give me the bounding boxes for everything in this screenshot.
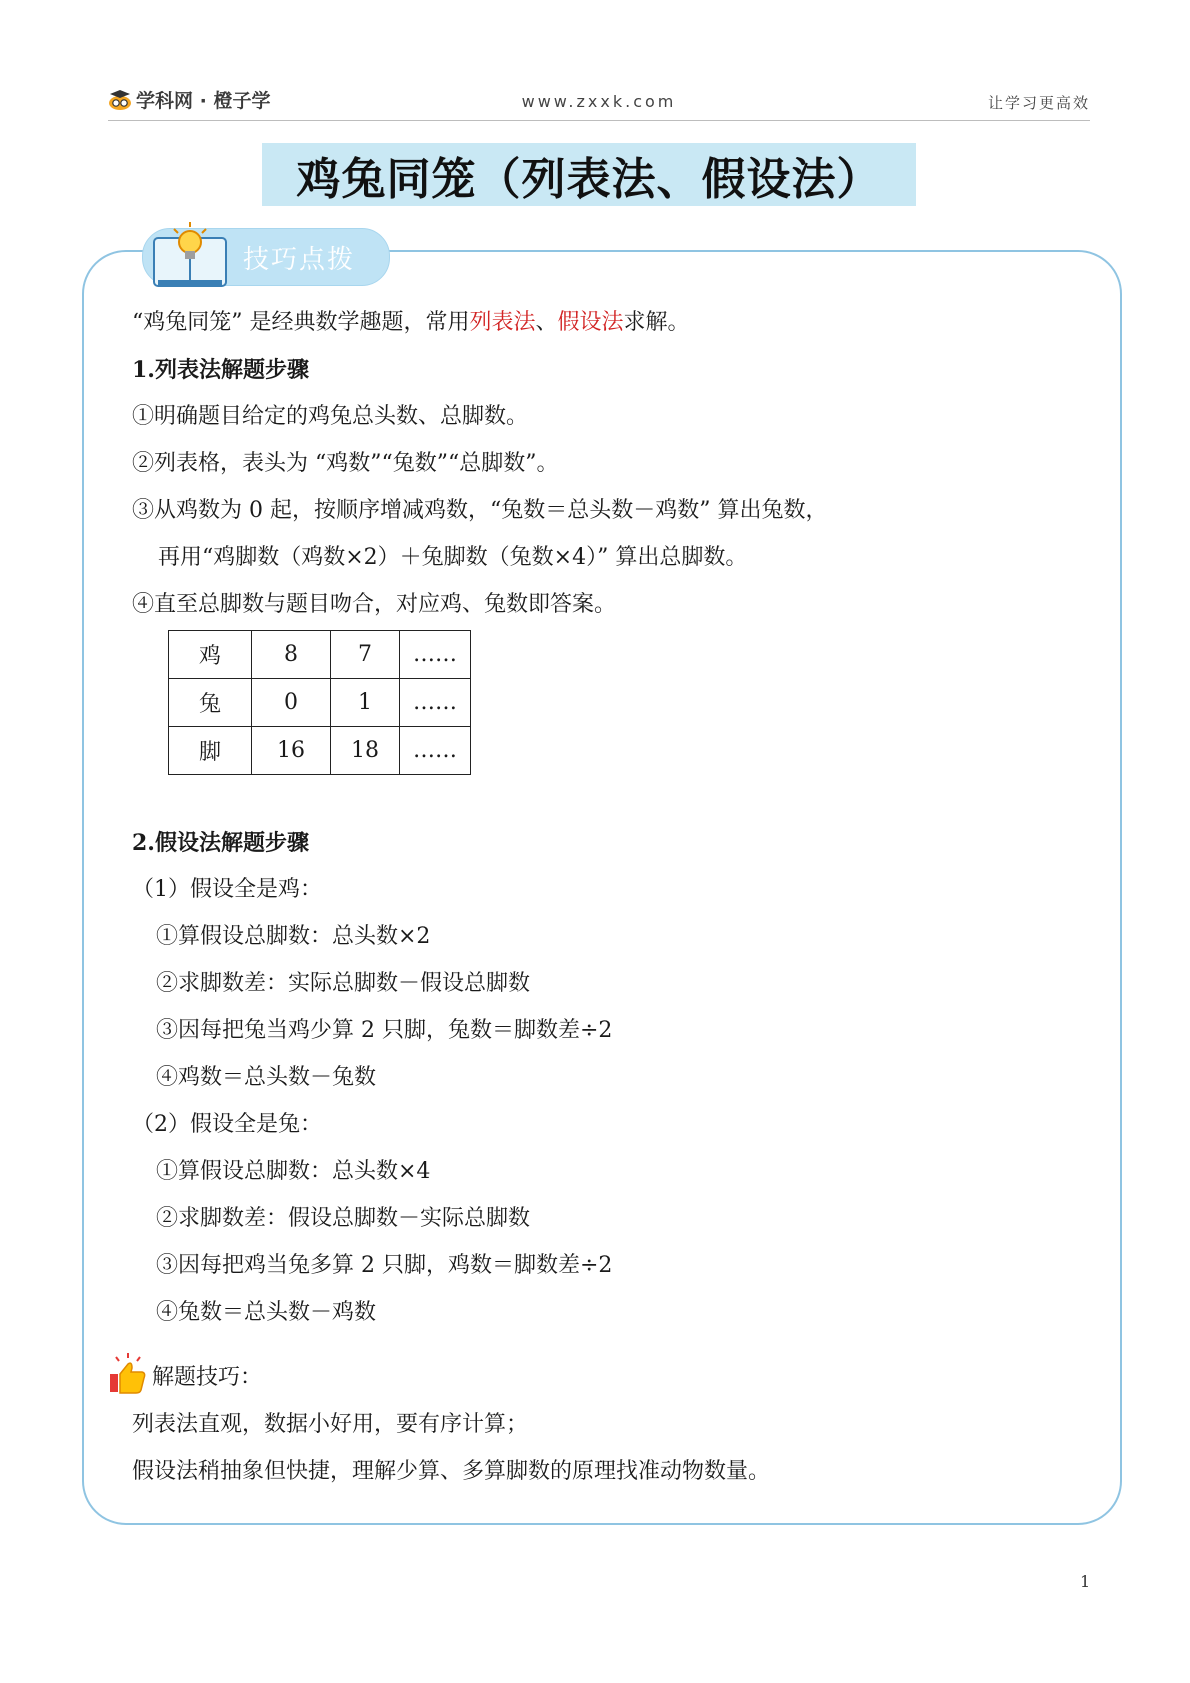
case2-title: （2）假设全是兔：	[132, 1112, 322, 1137]
table-row	[169, 727, 471, 775]
section1-step: 再用“鸡脚数（鸡数×2）＋兔脚数（兔数×4）” 算出总脚数。	[158, 545, 748, 570]
table-cell: ……	[400, 679, 471, 727]
case2-step: ③因每把鸡当兔多算 2 只脚，鸡数＝脚数差÷2	[156, 1253, 613, 1278]
section1-heading: 1.列表法解题步骤	[132, 357, 309, 383]
method-assumption: 假设法	[557, 310, 624, 335]
section1-step: ③从鸡数为 0 起，按顺序增减鸡数，“兔数＝总头数－鸡数” 算出兔数，	[132, 498, 828, 523]
table-row	[169, 679, 471, 727]
table-cell: 16	[252, 727, 331, 775]
brand-name: 学科网 · 橙子学	[136, 90, 271, 112]
case2-step: ④兔数＝总头数－鸡数	[156, 1300, 377, 1325]
list-method-table	[168, 630, 471, 775]
table-cell: 1	[331, 679, 400, 727]
section1-step: ①明确题目给定的鸡兔总头数、总脚数。	[132, 404, 529, 429]
case1-step: ④鸡数＝总头数－兔数	[156, 1065, 377, 1090]
section1-step: ④直至总脚数与题目吻合，对应鸡、兔数即答案。	[132, 592, 617, 617]
tips-line: 假设法稍抽象但快捷，理解少算、多算脚数的原理找准动物数量。	[132, 1459, 771, 1484]
table-cell: 7	[331, 631, 400, 679]
section1-step: ②列表格，表头为 “鸡数”“兔数”“总脚数”。	[132, 451, 559, 476]
table-row	[169, 631, 471, 679]
case1-title: （1）假设全是鸡：	[132, 877, 322, 902]
site-url: www.zxxk.com	[521, 92, 677, 111]
section2-heading: 2.假设法解题步骤	[132, 830, 309, 856]
case1-step: ③因每把兔当鸡少算 2 只脚，兔数＝脚数差÷2	[156, 1018, 613, 1043]
tips-line: 列表法直观，数据小好用，要有序计算；	[132, 1412, 529, 1437]
case2-step: ①算假设总脚数：总头数×4	[156, 1159, 431, 1184]
method-list-table: 列表法	[469, 310, 536, 335]
table-cell: 兔	[169, 679, 252, 727]
intro-line: “鸡兔同笼” 是经典数学趣题，常用列表法、假设法求解。	[132, 310, 690, 335]
case1-step: ②求脚数差：实际总脚数－假设总脚数	[156, 971, 531, 996]
page-title: 鸡兔同笼（列表法、假设法）	[296, 153, 882, 205]
page-number: 1	[1080, 1572, 1091, 1591]
slogan: 让学习更高效	[987, 94, 1090, 112]
thumbs-up-icon	[108, 1352, 148, 1396]
page-header	[108, 86, 1090, 121]
table-cell: 鸡	[169, 631, 252, 679]
table-cell: 0	[252, 679, 331, 727]
title-band	[262, 143, 916, 206]
table-cell: 18	[331, 727, 400, 775]
tips-title: 解题技巧：	[152, 1365, 263, 1390]
tips-badge-label: 技巧点拨	[243, 245, 356, 275]
table-cell: 8	[252, 631, 331, 679]
book-lightbulb-icon	[150, 220, 230, 290]
case1-step: ①算假设总脚数：总头数×2	[156, 924, 431, 949]
table-cell: 脚	[169, 727, 252, 775]
table-cell: ……	[400, 631, 471, 679]
table-cell: ……	[400, 727, 471, 775]
case2-step: ②求脚数差：假设总脚数－实际总脚数	[156, 1206, 531, 1231]
